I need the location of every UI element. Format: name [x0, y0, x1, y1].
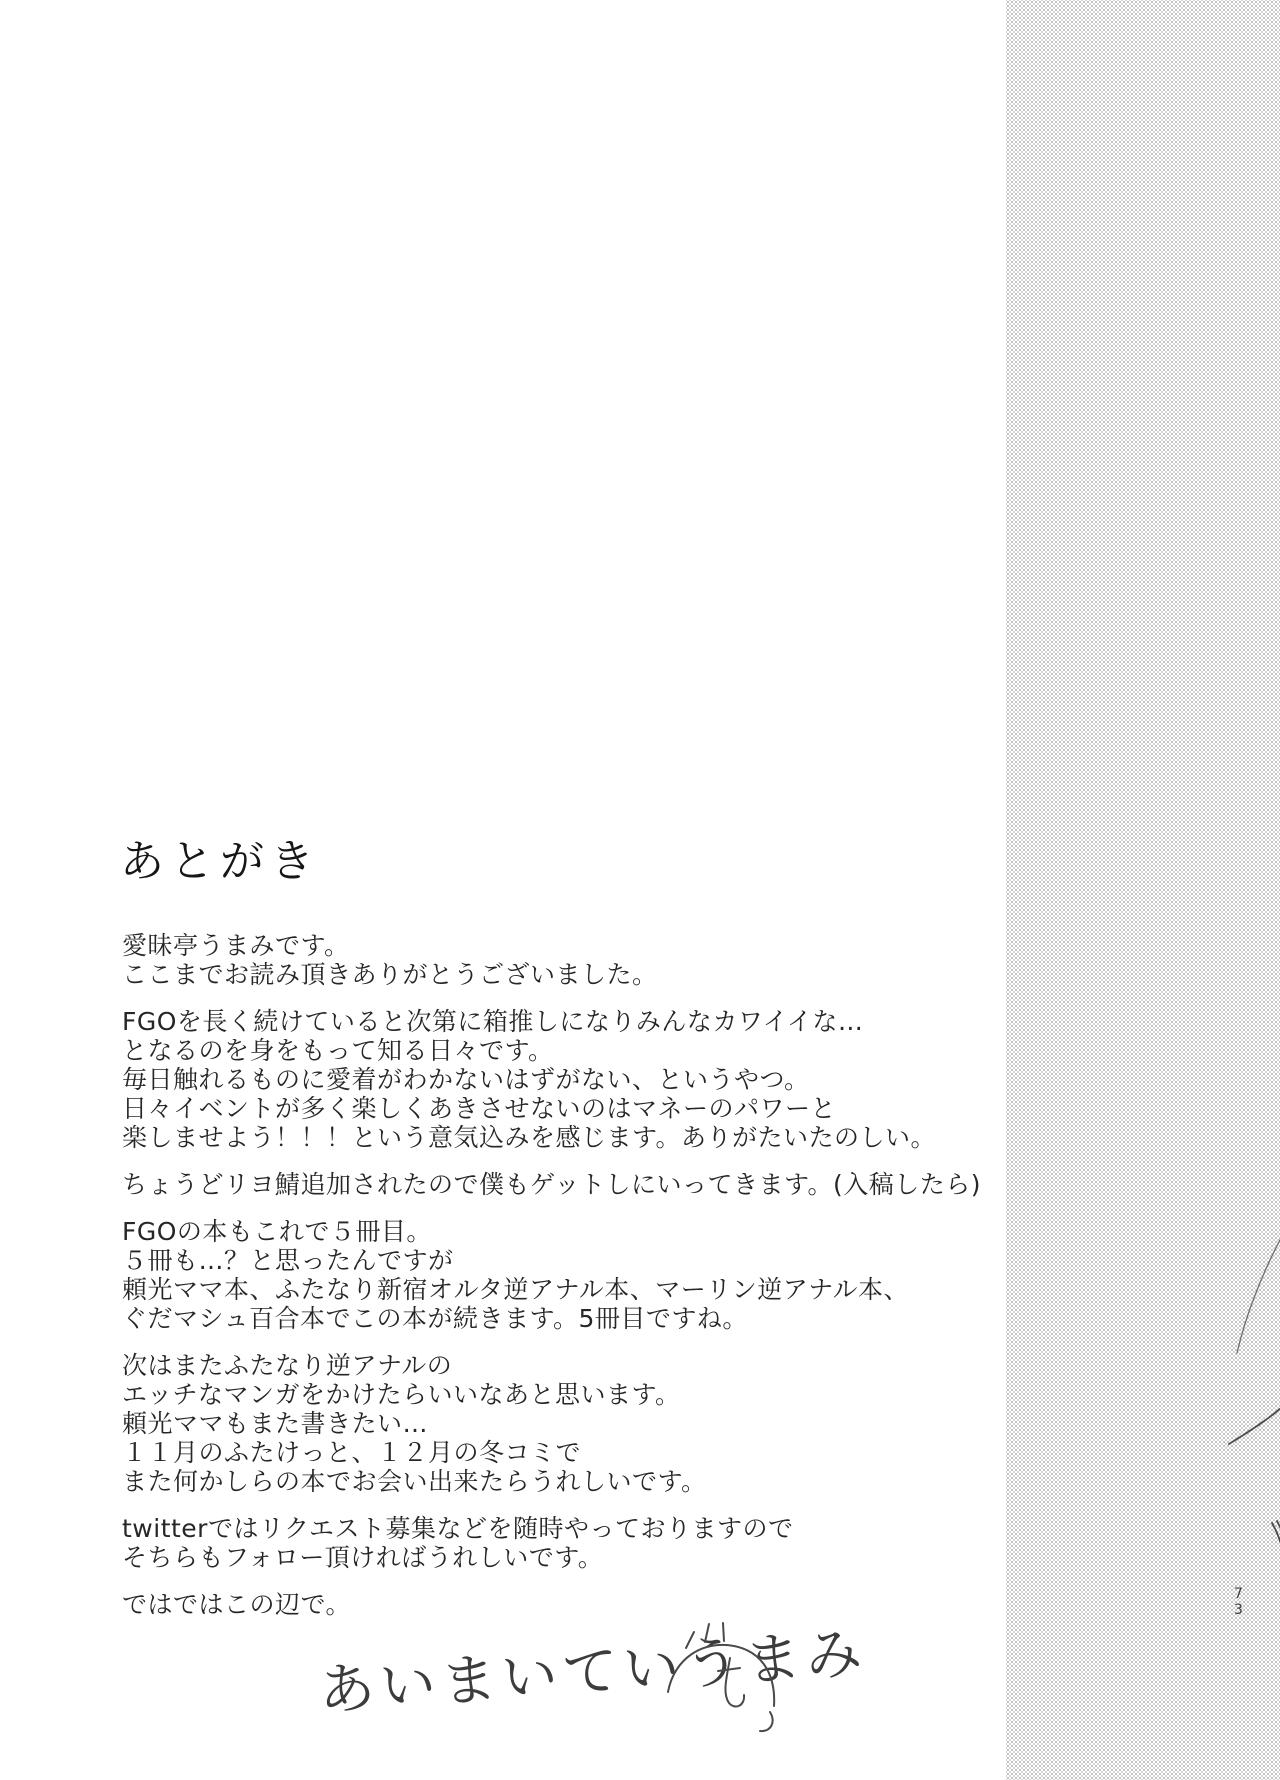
text-line: となるのを身をもって知る日々です。	[122, 1036, 554, 1065]
halftone-tone-strip	[1006, 0, 1280, 1780]
text-line: ぐだマシュ百合本でこの本が続きます。5冊目ですね。	[122, 1304, 748, 1333]
text-line: FGOの本もこれで５冊目。	[122, 1217, 432, 1246]
page-number: 73	[1234, 1586, 1243, 1618]
signature-text: あいまいていうまみ	[316, 1620, 869, 1725]
text-line: 毎日触れるものに愛着がわかないはずがない、というやつ。	[122, 1065, 810, 1094]
paragraph	[122, 1217, 1002, 1333]
text-line: twitterではリクエスト募集などを随時やっておりますので	[122, 1514, 794, 1543]
text-line: １１月のふたけっと、１２月の冬コミで	[122, 1438, 582, 1467]
text-line: また何かしらの本でお会い出来たらうれしいです。	[122, 1467, 707, 1496]
text-line: 頼光ママ本、ふたなり新宿オルタ逆アナル本、マーリン逆アナル本、	[122, 1275, 910, 1304]
paragraph	[122, 931, 1002, 989]
text-line: そちらもフォロー頂ければうれしいです。	[122, 1543, 604, 1572]
afterword-body	[122, 931, 1002, 1637]
text-line: 次はまたふたなり逆アナルの	[122, 1351, 453, 1380]
text-line: 頼光ママもまた書きたい…	[122, 1409, 429, 1438]
text-line: エッチなマンガをかけたらいいなあと思います。	[122, 1380, 681, 1409]
page-title: あとがき	[120, 836, 320, 888]
text-line: 楽しませよう！！！という意気込みを感じます。ありがたいたのしい。	[122, 1123, 937, 1152]
text-line: ではではこの辺で。	[122, 1590, 352, 1619]
doodle-face-icon	[652, 1610, 802, 1745]
text-line: 日々イベントが多く楽しくあきさせないのはマネーのパワーと	[122, 1094, 837, 1123]
paragraph	[122, 1170, 1002, 1199]
paragraph	[122, 1590, 1002, 1619]
paragraph	[122, 1514, 1002, 1572]
paragraph	[122, 1351, 1002, 1496]
text-line: ５冊も…？と思ったんですが	[122, 1246, 454, 1275]
text-line: ちょうどリヨ鯖追加されたので僕もゲットしにいってきます。(入稿したら)	[122, 1170, 982, 1199]
paragraph	[122, 1007, 1002, 1152]
text-line: 愛昧亭うまみです。	[122, 931, 350, 960]
text-line: FGOを長く続けていると次第に箱推しになりみんなカワイイな…	[122, 1007, 864, 1036]
text-line: ここまでお読み頂きありがとうございました。	[122, 960, 658, 989]
